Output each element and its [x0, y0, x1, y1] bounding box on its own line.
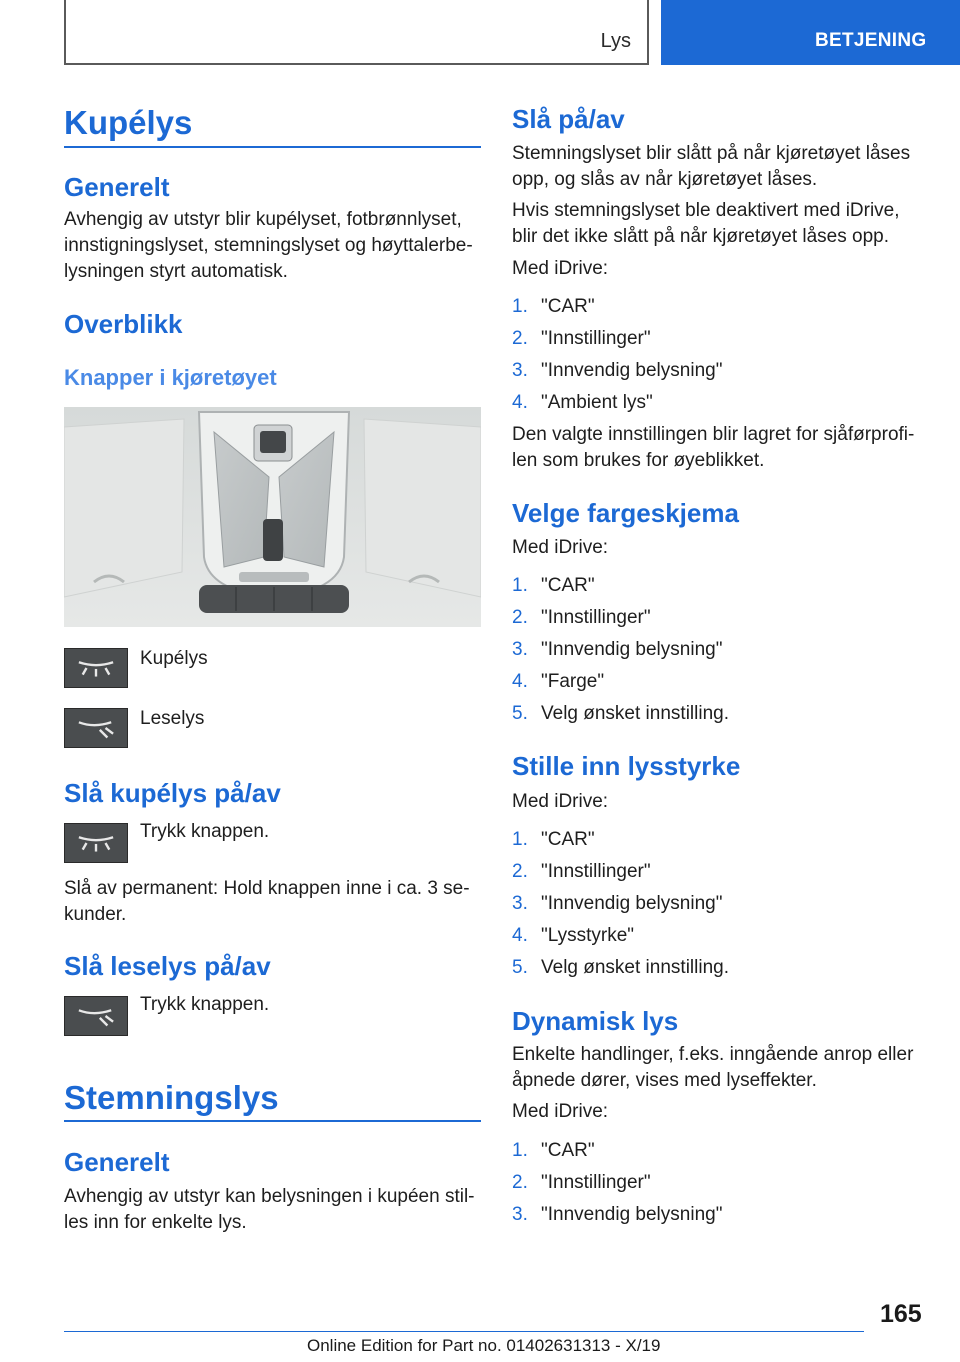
list-item-number: 2.: [512, 1172, 528, 1193]
list-item: "CAR": [541, 296, 595, 317]
footer-rule: [64, 1331, 864, 1332]
generelt-stemning-paragraph: Avhengig av utstyr kan belysningen i kupéen stil- les inn for enkelte lys.: [64, 1186, 475, 1233]
header-section-box: [64, 0, 649, 65]
list-item-number: 5.: [512, 957, 528, 978]
list-item-number: 3.: [512, 360, 528, 381]
list-item: "Innvendig belysning": [541, 1204, 723, 1225]
heading-stemningslys: Stemningslys: [64, 1079, 279, 1116]
icon-label-kupelys: Kupélys: [140, 648, 208, 669]
footer-edition: Online Edition for Part no. 01402631313 - X/19: [307, 1336, 661, 1355]
icon-label-leselys: Leselys: [140, 708, 205, 729]
heading-stille-inn-lysstyrke: Stille inn lysstyrke: [512, 751, 741, 781]
interior-light-button-icon: [64, 648, 128, 688]
generelt-paragraph: Avhengig av utstyr blir kupélyset, fotbrønnlyset, innstigningslyset, stemningslyset og høyttalerbe- lysningen styrt automatisk.: [64, 209, 473, 282]
list-item: "CAR": [541, 1140, 595, 1161]
list-item-number: 2.: [512, 328, 528, 349]
list-item: "CAR": [541, 829, 595, 850]
list-item-number: 1.: [512, 1140, 528, 1161]
sla-pa-paragraph-2: Hvis stemningslyset ble deaktivert med iDrive, blir det ikke slått på når kjøretøyet låses opp.: [512, 200, 900, 247]
list-item-number: 5.: [512, 703, 528, 724]
heading-overblikk: Overblikk: [64, 309, 183, 339]
sla-kupelys-text: Trykk knappen.: [140, 821, 270, 842]
interior-light-button-icon: [64, 823, 128, 863]
list-item: "CAR": [541, 575, 595, 596]
list-item-number: 4.: [512, 392, 528, 413]
med-idrive-label: Med iDrive:: [512, 537, 609, 558]
heading-sla-pa-av: Slå på/av: [512, 104, 625, 134]
list-item: "Innvendig belysning": [541, 639, 723, 660]
sla-leselys-text: Trykk knappen.: [140, 994, 270, 1015]
heading-dynamisk-lys: Dynamisk lys: [512, 1006, 679, 1036]
list-item: "Innstillinger": [541, 861, 651, 882]
page-number: 165: [880, 1300, 922, 1328]
heading-velge-fargeskjema: Velge fargeskjema: [512, 498, 739, 528]
list-item: "Innstillinger": [541, 1172, 651, 1193]
heading-generelt: Generelt: [64, 1147, 170, 1177]
heading-kupelys: Kupélys: [64, 104, 193, 141]
heading-rule: [64, 1120, 481, 1122]
list-item-number: 4.: [512, 925, 528, 946]
list-item: "Innvendig belysning": [541, 893, 723, 914]
heading-rule: [64, 146, 481, 148]
list-item: "Farge": [541, 671, 605, 692]
sla-av-paragraph: Slå av permanent: Hold knappen inne i ca. 3 se- kunder.: [64, 878, 470, 925]
list-item-number: 4.: [512, 671, 528, 692]
sla-pa-paragraph-3: Den valgte innstillingen blir lagret for sjåførprofi- len som brukes for øyeblikket.: [512, 424, 915, 471]
list-item: "Innvendig belysning": [541, 360, 723, 381]
roof-console-photo: [64, 407, 481, 627]
header-section-title: Lys: [600, 30, 631, 52]
reading-light-button-icon: [64, 708, 128, 748]
list-item-number: 1.: [512, 575, 528, 596]
list-item: "Ambient lys": [541, 392, 653, 413]
list-item: "Innstillinger": [541, 328, 651, 349]
list-item-number: 1.: [512, 296, 528, 317]
list-item: Velg ønsket innstilling.: [541, 957, 729, 978]
list-item-number: 2.: [512, 861, 528, 882]
list-item: "Lysstyrke": [541, 925, 635, 946]
heading-sla-kupelys: Slå kupélys på/av: [64, 778, 281, 808]
heading-sla-leselys: Slå leselys på/av: [64, 951, 271, 981]
list-item: Velg ønsket innstilling.: [541, 703, 729, 724]
list-item-number: 2.: [512, 607, 528, 628]
dynamisk-paragraph: Enkelte handlinger, f.eks. inngående anrop eller åpnede dører, vises med lyseffekter.: [512, 1044, 914, 1091]
list-item-number: 3.: [512, 893, 528, 914]
reading-light-button-icon: [64, 996, 128, 1036]
list-item-number: 3.: [512, 1204, 528, 1225]
med-idrive-label: Med iDrive:: [512, 258, 609, 279]
sla-pa-paragraph-1: Stemningslyset blir slått på når kjøretøyet låses opp, og slås av når kjøretøyet låses.: [512, 143, 911, 190]
med-idrive-label: Med iDrive:: [512, 791, 609, 812]
med-idrive-label: Med iDrive:: [512, 1101, 609, 1122]
list-item: "Innstillinger": [541, 607, 651, 628]
list-item-number: 3.: [512, 639, 528, 660]
heading-knapper: Knapper i kjøretøyet: [64, 365, 277, 390]
list-item-number: 1.: [512, 829, 528, 850]
heading-generelt: Generelt: [64, 172, 170, 202]
header-chapter-title: BETJENING: [815, 30, 927, 51]
